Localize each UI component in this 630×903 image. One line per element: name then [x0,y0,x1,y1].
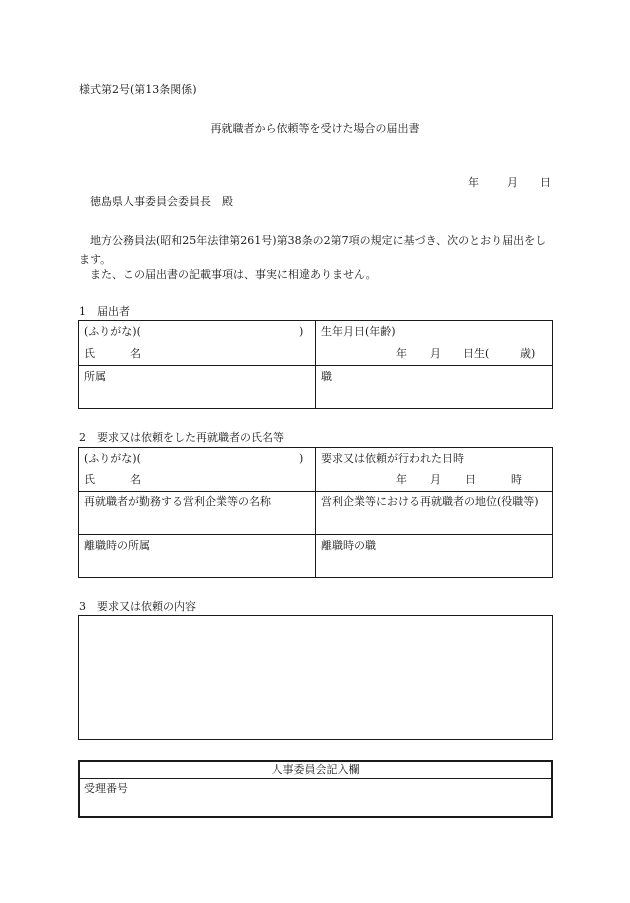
birthdate-label: 生年月日(年齢) [321,325,396,338]
date-month-label: 月 [507,176,518,189]
date-day-label: 日 [540,176,551,189]
position-field[interactable]: 職 [321,370,332,383]
employer-name-field[interactable]: 再就職者が勤務する営利企業等の名称 [84,495,271,508]
applicant-furigana-field[interactable]: (ふりがな)( [84,325,141,338]
date-year-label: 年 [468,176,479,189]
request-content-field[interactable] [78,615,553,740]
requester-furigana-close: ) [299,452,304,465]
requester-name-label-1: 氏 [84,473,95,486]
age-unit: 歳) [520,347,536,360]
applicant-name-label-2: 名 [130,347,141,360]
former-position-field[interactable]: 離職時の職 [321,539,376,552]
request-year-unit: 年 [396,473,407,486]
committee-header: 人事委員会記入欄 [271,763,360,776]
request-hour-unit: 時 [511,473,522,486]
applicant-furigana-close: ) [299,325,304,338]
document-title: 再就職者から依頼等を受けた場合の届出書 [210,122,420,135]
requester-furigana-field[interactable]: (ふりがな)( [84,452,141,465]
birth-year-unit: 年 [396,347,407,360]
request-day-unit: 日 [465,473,476,486]
birth-day-unit: 日生( [463,347,490,360]
birth-month-unit: 月 [430,347,441,360]
receipt-number-field[interactable]: 受理番号 [84,782,128,795]
employer-status-field[interactable]: 営利企業等における再就職者の地位(役職等) [321,495,539,508]
section-3-heading: 3 要求又は依頼の内容 [79,600,196,613]
request-datetime-label: 要求又は依頼が行われた日時 [321,452,464,465]
section-1-heading: 1 届出者 [79,305,130,318]
section-2-heading: 2 要求又は依頼をした再就職者の氏名等 [79,431,284,444]
body-paragraph-2: また、この届出書の記載事項は、事実に相違ありません。 [90,268,377,281]
affiliation-field[interactable]: 所属 [84,370,106,383]
requester-name-label-2: 名 [130,473,141,486]
body-paragraph-1: 地方公務員法(昭和25年法律第261号)第38条の2第7項の規定に基づき、次のとおり届出をします。 [79,234,547,266]
request-month-unit: 月 [430,473,441,486]
form-number: 様式第2号(第13条関係) [79,83,197,96]
addressee: 徳島県人事委員会委員長 殿 [90,195,233,208]
former-affiliation-field[interactable]: 離職時の所属 [84,539,150,552]
applicant-name-label-1: 氏 [84,347,95,360]
